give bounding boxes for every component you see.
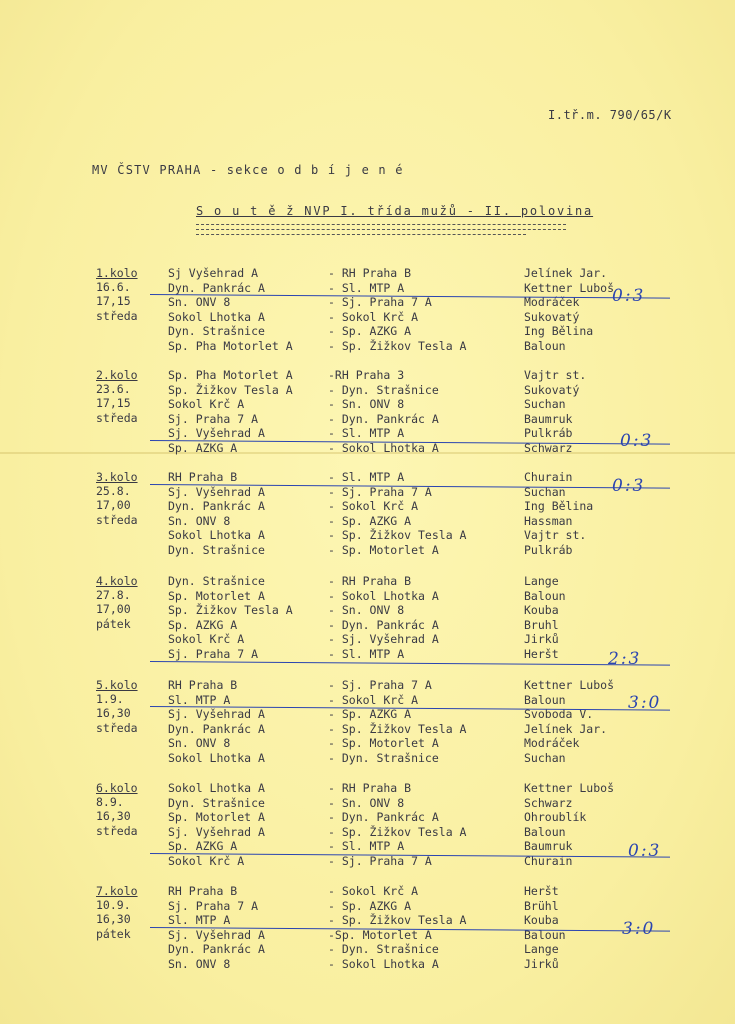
away-team: - Sokol Lhotka A — [328, 957, 439, 971]
home-team: Dyn. Strašnice — [168, 795, 265, 810]
title-underline — [196, 224, 566, 225]
home-team: Dyn. Pankrác A — [168, 499, 265, 514]
round-label: 6.kolo — [96, 781, 138, 795]
round-day: středa — [96, 720, 138, 735]
handwritten-score: 3:0 — [622, 919, 656, 939]
match-row — [0, 722, 735, 737]
round-time: 16,30 — [96, 706, 131, 721]
round-date: 1.9. — [96, 692, 124, 707]
away-team: - Sp. Žižkov Tesla A — [328, 824, 467, 839]
referee-name: Vajtr st. — [524, 528, 587, 543]
match-row — [0, 324, 735, 339]
away-team: - Sp. Žižkov Tesla A — [328, 528, 467, 543]
round-date: 16.6. — [96, 280, 131, 295]
home-team: Sokol Lhotka A — [168, 309, 265, 324]
referee-name: Jelínek Jar. — [524, 721, 608, 736]
referee-name: Pulkráb — [524, 543, 573, 557]
match-row — [0, 632, 735, 647]
away-team: - Sl. MTP A — [328, 280, 405, 295]
referee-name: Baloun — [524, 588, 566, 603]
home-team: RH Praha B — [168, 678, 238, 692]
match-row — [0, 618, 735, 633]
away-team: - Sj. Praha 7 A — [328, 854, 432, 868]
referee-name: Suchan — [524, 484, 566, 499]
referee-name: Hassman — [524, 513, 573, 528]
handwritten-score: 0:3 — [612, 476, 646, 496]
away-team: - Sokol Lhotka A — [328, 441, 439, 455]
handwritten-score: 2:3 — [608, 649, 642, 669]
referee-name: Brühl — [524, 898, 559, 913]
referee-name: Modráček — [524, 295, 580, 310]
referee-name: Jirků — [524, 957, 559, 971]
referee-name: Modráček — [524, 736, 580, 751]
home-team: Sj. Vyšehrad A — [168, 824, 265, 839]
away-team: - Sp. Žižkov Tesla A — [328, 339, 467, 353]
referee-name: Baloun — [524, 824, 566, 839]
round-day: středa — [96, 512, 138, 527]
home-team: RH Praha B — [168, 884, 238, 898]
handwritten-score: 0:3 — [620, 431, 654, 451]
away-team: - Sokol Krč A — [328, 692, 419, 707]
round-time: 17,00 — [96, 602, 131, 617]
away-team: - Sn. ONV 8 — [328, 603, 405, 618]
referee-name: Kouba — [524, 913, 559, 928]
home-team: Sokol Krč A — [168, 397, 245, 412]
home-team: Sn. ONV 8 — [168, 513, 231, 528]
home-team: Sn. ONV 8 — [168, 736, 231, 751]
round-label: 2.kolo — [96, 368, 138, 382]
away-team: - Dyn. Pankrác A — [328, 617, 439, 632]
home-team: Sokol Lhotka A — [168, 528, 265, 543]
home-team: Dyn. Pankrác A — [168, 942, 265, 957]
away-team: - Dyn. Pankrác A — [328, 810, 439, 825]
round-time: 17,15 — [96, 294, 131, 309]
away-team: - RH Praha B — [328, 266, 412, 280]
home-team: Sj. Vyšehrad A — [168, 707, 265, 722]
handwritten-score: 0:3 — [612, 286, 646, 306]
referee-name: Svoboda V. — [524, 707, 594, 722]
referee-name: Suchan — [524, 751, 566, 765]
round-date: 23.6. — [96, 382, 131, 397]
away-team: - Dyn. Strašnice — [328, 942, 439, 957]
away-team: - Sp. AZKG A — [328, 707, 412, 722]
referee-name: Vajtr st. — [524, 368, 587, 382]
home-team: Sokol Krč A — [168, 632, 245, 647]
referee-name: Churain — [524, 470, 573, 484]
away-team: -Sp. Motorlet A — [328, 927, 432, 942]
home-team: Sp. Motorlet A — [168, 588, 265, 603]
round-label: 7.kolo — [96, 884, 138, 898]
home-team: Sj. Praha 7 A — [168, 898, 259, 913]
away-team: - Sl. MTP A — [328, 647, 405, 661]
document-title: S o u t ě ž NVP I. třída mužů - II. polovina — [196, 204, 594, 218]
referee-name: Sukovatý — [524, 382, 580, 397]
away-team: - Sl. MTP A — [328, 839, 405, 854]
match-row — [0, 528, 735, 543]
away-team: - Sj. Praha 7 A — [328, 678, 432, 692]
round-time: 17,00 — [96, 498, 131, 513]
away-team: - Sp. Žižkov Tesla A — [328, 913, 467, 928]
away-team: - Sp. Motorlet A — [328, 543, 439, 557]
home-team: Sn. ONV 8 — [168, 957, 231, 971]
match-row — [0, 957, 735, 972]
title-underline-2 — [196, 229, 566, 230]
away-team: - Sp. AZKG A — [328, 513, 412, 528]
home-team: Dyn. Strašnice — [168, 324, 265, 339]
home-team: Dyn. Strašnice — [168, 543, 265, 557]
home-team: RH Praha B — [168, 470, 238, 484]
referee-name: Kouba — [524, 603, 559, 618]
away-team: - Sokol Krč A — [328, 884, 419, 898]
round-day: středa — [96, 308, 138, 323]
match-row — [0, 825, 735, 840]
home-team: Sp. AZKG A — [168, 617, 238, 632]
home-team: Sj. Praha 7 A — [168, 647, 259, 661]
home-team: Sokol Lhotka A — [168, 751, 265, 765]
round-day: pátek — [96, 616, 131, 631]
referee-name: Baumruk — [524, 411, 573, 426]
away-team: - Dyn. Strašnice — [328, 382, 439, 397]
referee-name: Ohroublík — [524, 810, 587, 825]
home-team: Sj. Praha 7 A — [168, 411, 259, 426]
match-row — [0, 839, 735, 854]
match-row — [0, 383, 735, 398]
away-team: - Sokol Krč A — [328, 499, 419, 514]
home-team: Sj. Vyšehrad A — [168, 927, 265, 942]
round-time: 17,15 — [96, 396, 131, 411]
away-team: - RH Praha B — [328, 781, 412, 795]
home-team: Sl. MTP A — [168, 692, 231, 707]
away-team: - RH Praha B — [328, 574, 412, 588]
match-row — [0, 796, 735, 811]
match-row — [0, 339, 735, 354]
round-date: 27.8. — [96, 588, 131, 603]
away-team: - Dyn. Strašnice — [328, 751, 439, 765]
home-team: Sp. Žižkov Tesla A — [168, 382, 293, 397]
match-row — [0, 412, 735, 427]
away-team: - Sj. Vyšehrad A — [328, 632, 439, 647]
referee-name: Sukovatý — [524, 309, 580, 324]
home-team: Dyn. Pankrác A — [168, 280, 265, 295]
home-team: Sokol Krč A — [168, 854, 245, 868]
referee-name: Schwarz — [524, 795, 573, 810]
round-day: pátek — [96, 926, 131, 941]
home-team: Sp. Pha Motorlet A — [168, 339, 293, 353]
away-team: - Sp. Motorlet A — [328, 736, 439, 751]
referee-name: Schwarz — [524, 441, 573, 455]
home-team: Sp. Žižkov Tesla A — [168, 603, 293, 618]
round-date: 10.9. — [96, 898, 131, 913]
match-row — [0, 942, 735, 957]
match-row — [0, 884, 735, 899]
match-row — [0, 543, 735, 558]
referee-name: Heršt — [524, 884, 559, 898]
document-reference: I.tř.m. 790/65/K — [548, 108, 672, 122]
away-team: - Sj. Praha 7 A — [328, 484, 432, 499]
round-label: 3.kolo — [96, 470, 138, 484]
match-row — [0, 678, 735, 693]
match-row — [0, 736, 735, 751]
referee-name: Kettner Luboš — [524, 678, 615, 692]
away-team: - Sl. MTP A — [328, 426, 405, 441]
referee-name: Heršt — [524, 647, 559, 661]
match-row — [0, 514, 735, 529]
match-row — [0, 603, 735, 618]
away-team: - Sj. Praha 7 A — [328, 295, 432, 310]
referee-name: Suchan — [524, 397, 566, 412]
home-team: Sj. Vyšehrad A — [168, 426, 265, 441]
referee-name: Churain — [524, 854, 573, 868]
home-team: Sj. Vyšehrad A — [168, 484, 265, 499]
round-date: 25.8. — [96, 484, 131, 499]
away-team: - Sokol Krč A — [328, 309, 419, 324]
round-time: 16,30 — [96, 912, 131, 927]
referee-name: Pulkráb — [524, 426, 573, 441]
round-day: středa — [96, 823, 138, 838]
referee-name: Lange — [524, 574, 559, 588]
referee-name: Baloun — [524, 927, 566, 942]
organization-header: MV ČSTV PRAHA - sekce o d b í j e n é — [92, 163, 404, 177]
match-row — [0, 589, 735, 604]
match-row — [0, 899, 735, 914]
home-team: Sn. ONV 8 — [168, 295, 231, 310]
referee-name: Kettner Luboš — [524, 280, 615, 295]
match-row — [0, 751, 735, 766]
match-row — [0, 397, 735, 412]
referee-name: Baumruk — [524, 839, 573, 854]
match-row — [0, 310, 735, 325]
home-team: Sp. Motorlet A — [168, 810, 265, 825]
referee-name: Lange — [524, 942, 559, 957]
referee-name: Kettner Luboš — [524, 781, 615, 795]
match-row — [0, 810, 735, 825]
away-team: - Dyn. Pankrác A — [328, 411, 439, 426]
round-day: středa — [96, 410, 138, 425]
match-row — [0, 693, 735, 708]
match-row — [0, 266, 735, 281]
away-team: - Sp. Žižkov Tesla A — [328, 721, 467, 736]
handwritten-score: 3:0 — [628, 693, 662, 713]
away-team: - Sp. AZKG A — [328, 898, 412, 913]
away-team: - Sp. AZKG A — [328, 324, 412, 339]
round-label: 1.kolo — [96, 266, 138, 280]
referee-name: Baloun — [524, 339, 566, 353]
away-team: - Sn. ONV 8 — [328, 795, 405, 810]
round-time: 16,30 — [96, 809, 131, 824]
match-row — [0, 499, 735, 514]
home-team: Sp. AZKG A — [168, 441, 238, 455]
home-team: Sl. MTP A — [168, 913, 231, 928]
referee-name: Jirků — [524, 632, 559, 647]
match-row — [0, 368, 735, 383]
round-date: 8.9. — [96, 795, 124, 810]
home-team: Sp. Pha Motorlet A — [168, 368, 293, 382]
away-team: - Sokol Lhotka A — [328, 588, 439, 603]
match-row — [0, 781, 735, 796]
referee-name: Ing Bělina — [524, 499, 594, 514]
away-team: - Sl. MTP A — [328, 470, 405, 484]
home-team: Sp. AZKG A — [168, 839, 238, 854]
title-underline-3 — [196, 234, 526, 235]
home-team: Sj Vyšehrad A — [168, 266, 259, 280]
referee-name: Jelínek Jar. — [524, 266, 608, 280]
round-label: 4.kolo — [96, 574, 138, 588]
referee-name: Ing Bělina — [524, 324, 594, 339]
handwritten-score: 0:3 — [628, 841, 662, 861]
home-team: Dyn. Pankrác A — [168, 721, 265, 736]
referee-name: Bruhl — [524, 617, 559, 632]
away-team: - Sn. ONV 8 — [328, 397, 405, 412]
away-team: -RH Praha 3 — [328, 368, 405, 382]
home-team: Dyn. Strašnice — [168, 574, 265, 588]
match-row — [0, 574, 735, 589]
round-label: 5.kolo — [96, 678, 138, 692]
home-team: Sokol Lhotka A — [168, 781, 265, 795]
referee-name: Baloun — [524, 692, 566, 707]
